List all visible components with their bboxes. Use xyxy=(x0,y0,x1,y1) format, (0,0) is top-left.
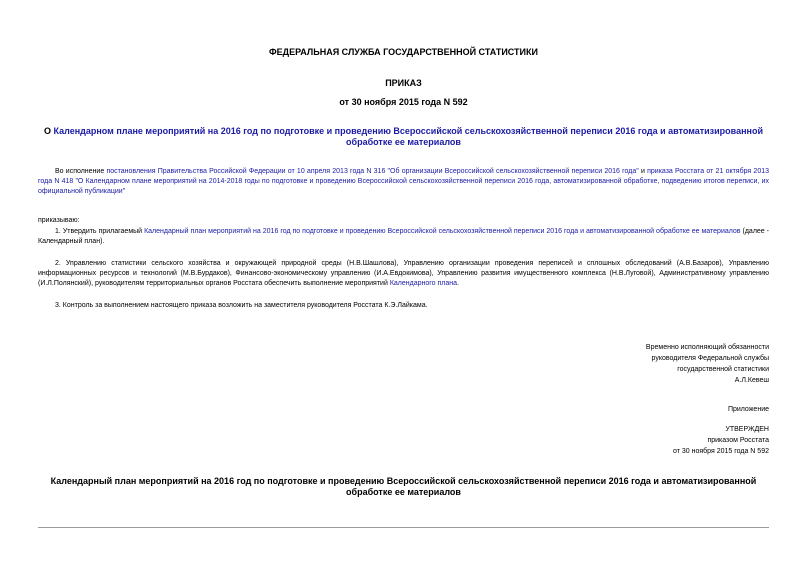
plan-title: Календарный план мероприятий на 2016 год по подготовке и проведению Всероссийской сельскохозяйственной переписи 2016 года и автоматизированной обработке ее материалов xyxy=(50,476,757,497)
item-2-suffix: . xyxy=(457,280,459,287)
signature-line-1: Временно исполняющий обязанности xyxy=(645,344,769,351)
document-type: ПРИКАЗ xyxy=(385,78,422,88)
preamble-conjunction: и xyxy=(638,168,648,175)
approval-by: приказом Росстата xyxy=(707,437,769,444)
title-link[interactable]: Календарном плане мероприятий на 2016 год по подготовке и проведению Всероссийской сельскохозяйственной переписи 2016 года и автоматизированной обработке ее материалов xyxy=(53,126,764,147)
document-title xyxy=(36,126,771,148)
agency-name: ФЕДЕРАЛЬНАЯ СЛУЖБА ГОСУДАРСТВЕННОЙ СТАТИСТИКИ xyxy=(269,47,538,57)
item-1-suffix: (далее - Календарный план). xyxy=(38,228,770,245)
preamble-paragraph xyxy=(38,167,769,197)
signature-name: А.Л.Кевеш xyxy=(734,377,769,384)
approval-stamp: УТВЕРЖДЕН xyxy=(725,426,769,433)
rosstat-order-link[interactable]: приказа Росстата от 21 октября 2013 года N 418 "О Календарном плане мероприятий на 2014-2018 годы по подготовке и проведению Всероссийской сельскохозяйственной переписи 2016 года, автоматизированной обработке, подведению итогов переписи, их официальной публикации" xyxy=(38,168,769,195)
approval-block xyxy=(673,424,769,457)
signature-line-3: государственной статистики xyxy=(677,366,769,373)
item-2-paragraph xyxy=(38,259,769,289)
signature-block xyxy=(646,342,769,386)
calendar-plan-link-2[interactable]: Календарного плана xyxy=(389,280,458,287)
document-date: от 30 ноября 2015 года N 592 xyxy=(339,97,468,107)
approval-date: от 30 ноября 2015 года N 592 xyxy=(673,448,769,455)
bottom-divider xyxy=(38,527,769,528)
government-decree-link[interactable]: постановления Правительства Российской Федерации от 10 апреля 2013 года N 316 "Об организации Всероссийской сельскохозяйственной переписи 2016 года" xyxy=(106,168,639,175)
signature-line-2: руководителя Федеральной службы xyxy=(651,355,769,362)
item-2-text: 2. Управлению статистики сельского хозяйства и окружающей природной среды (Н.В.Шашлова), Управлению организации проведения переписей и сплошных обследований (А.В.Базаров), Управлению информационных ресурсов и технологий (М.В.Бурдаков), Финансово-экономическому управлению (И.А.Евдокимова), Управлению развития имущественного комплекса (Н.В.Луговой), Административному управлению (И.Л.Полянский), руководителям территориальных органов Росстата обеспечить выполнение мероприятий xyxy=(38,260,769,287)
preamble-intro: Во исполнение xyxy=(55,168,107,175)
item-3-paragraph: 3. Контроль за выполнением настоящего приказа возложить на заместителя руководителя Росстата К.Э.Лайкама. xyxy=(55,302,428,309)
appendix-label xyxy=(728,404,769,415)
order-word: приказываю: xyxy=(38,217,80,224)
appendix-label-text: Приложение xyxy=(727,406,769,413)
item-1-prefix: 1. Утвердить прилагаемый xyxy=(55,228,145,235)
item-1-paragraph xyxy=(38,227,769,247)
title-prefix: О xyxy=(43,126,54,136)
calendar-plan-link[interactable]: Календарный план мероприятий на 2016 год по подготовке и проведению Всероссийской сельскохозяйственной переписи 2016 года и автоматизированной обработке ее материалов xyxy=(144,228,741,235)
